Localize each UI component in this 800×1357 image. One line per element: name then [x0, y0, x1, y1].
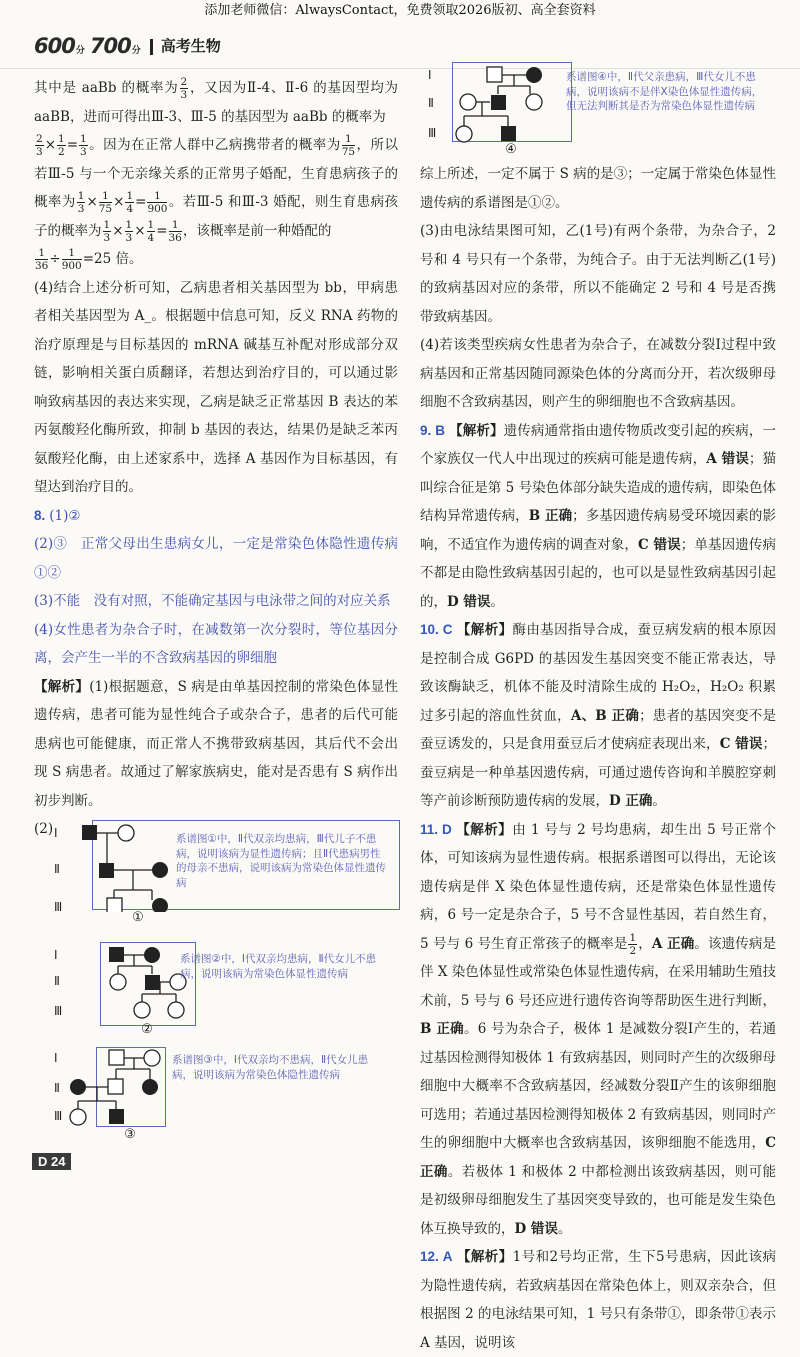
brand-logo: 600分 700分 — [34, 34, 140, 58]
promo-banner: 添加老师微信：AlwaysContact，免费领取2026版初、高全套资料 — [204, 3, 596, 18]
paragraph: 其中是 aaBb 的概率为 $\frac{2}{3}$ ，又因为Ⅱ-4、Ⅱ-6 的基因型均为 aaBB，进而可得出Ⅲ-3、Ⅲ-5 的基因型为 aaBb 的概率为 $\frac{2}{3}$ × $\frac{1}{2}$ = $\frac{1}{3}$ 。因为在正常人群中乙病携带者的概率为 $\frac{1}{75}$ ，所以若Ⅲ-5 与一个无亲缘关系的正常男子婚配，生育患病孩子的概率为 $\frac{1}{3}$ × $\frac{1}{75}$ × $\frac{1}{4}$ = $\frac{1}{900}$ 。若Ⅲ-5 和Ⅲ-3 婚配，则生育患病孩子的概率为 $\frac{1}{3}$ × $\frac{1}{3}$ × $\frac{1}{4}$ = $\frac{1}{36}$ ，该概率是前一种婚配的 $\frac{1}{36}$ ÷ $\frac{1}{900}$ =25 倍。 — [34, 76, 399, 272]
affected-male — [82, 825, 97, 840]
pedigree-note-3: 系谱图③中，Ⅰ代双亲均不患病，Ⅱ代女儿患病，说明该病为常染色体隐性遗传病 — [172, 1054, 369, 1081]
paragraph: 综上所述，一定不属于 S 病的是③；一定属于常染色体显性遗传病的系谱图是①②。 — [420, 166, 776, 211]
page-number: D 24 — [32, 1153, 71, 1170]
pedigree-label-3: ③ — [124, 1127, 136, 1142]
right-column — [420, 160, 776, 1357]
pedigree-note-4: 系谱图④中，Ⅱ代父亲患病，Ⅲ代女儿不患病，说明该病不是伴X染色体显性遗传病，但无法判断其是否为常染色体显性遗传病 — [566, 71, 763, 112]
pedigree-chart-3 — [64, 1047, 174, 1137]
pedigree-chart-4 — [454, 64, 569, 144]
pedigree-1: Ⅰ Ⅱ Ⅲ 系谱图①中，Ⅱ代双亲均患病，Ⅲ代儿子不患病，说明该病为显性遗传病；且Ⅱ代患病男性的母亲不患病，说明该病为常染色体显性遗传病 ① — [54, 822, 414, 942]
paragraph: (3)由电泳结果图可知，乙(1号)有两个条带，为杂合子，2号和 4 号只有一个条带，为纯合子。由于无法判断乙(1号)的致病基因对应的条带，所以不能确定 2 号和 4 号是否携带致病基因。 — [420, 223, 776, 325]
affected-male — [99, 863, 114, 878]
answer-8-part3: (3)不能 没有对照，不能确定基因与电泳带之间的对应关系 — [34, 593, 391, 609]
affected-female — [152, 862, 168, 878]
answer-8-part1: 8. (1)② — [34, 507, 81, 524]
paragraph: (4)若该类型疾病女性患者为杂合子，在减数分裂Ⅰ过程中致病基因和正常基因随同源染色体的分离而分开，若次级卵母细胞不含致病基因，则产生的卵细胞也不含致病基因。 — [420, 337, 776, 410]
pedigree-label-4: ④ — [505, 142, 517, 157]
part-label: (2) — [34, 821, 54, 837]
explanation-12: 12. A 【解析】1号和2号均正常，生下5号患病，因此该病为隐性遗传病，若致病基因在常染色体上，则双亲杂合，但根据图 2 的电泳结果可知，1 号只有条带①，即条带①表示 A 基因，说明该 — [420, 1249, 776, 1351]
paragraph: (4)结合上述分析可知，乙病患者相关基因型为 bb，甲病患者相关基因型为 A_。根据题中信息可知，反义 RNA 药物的治疗原理是与目标基因的 mRNA 碱基互补配对形成部分双链，影响相关蛋白质翻译，若想达到治疗目的，可以通过影响致病基因的表达来实现，乙病是缺乏正常基因 B 表达的苯丙氨酸羟化酶所致，抑制 b 基因的表达，结果仍是缺乏苯丙氨酸羟化酶，由上述家系中，选择 A 基因作为目标基因，有望达到治疗目的。 — [34, 279, 398, 495]
pedigree-4: Ⅰ Ⅱ Ⅲ 系谱图④中，Ⅱ代父亲患病，Ⅲ代女儿不患病，说明该病不是伴X染色体显性遗传病，但无法判断其是否为常染色体显性遗传病 ④ — [424, 64, 784, 164]
explanation-11: 11. D 【解析】由 1 号与 2 号均患病，却生出 5 号正常个体，可知该病为显性遗传病。根据系谱图可以得出，无论该遗传病是伴 X 染色体显性遗传病，还是常染色体显性遗传病，6 号一定是杂合子，5 号不含显性基因，若自然生育，5 号与 6 号生育正常孩子的概率是 $\frac{1}{2}$ ，A 正确。该遗传病是伴 X 染色体显性或常染色体显性遗传病，在采用辅助生殖技术前，5 号与 6 号还应进行遗传咨询等帮助医生进行判断，B 正确。6 号为杂合子，极体 1 是减数分裂Ⅰ产生的，若通过基因检测得知极体 1 有致病基因，则同时产生的次级卵母细胞中大概率不含致病基因，经减数分裂Ⅱ产生的该卵细胞可选用；若通过基因检测得知极体 2 有致病基因，则同时产生的卵细胞中大概率也含致病基因，该卵细胞不能选用，C 正确。若极体 1 和极体 2 中都检测出该致病基因，则可能是初级卵母细胞发生了基因突变导致的，也可能是发生染色体互换导致的，D 错误。 — [420, 821, 777, 1237]
pedigree-label-1: ① — [132, 910, 144, 925]
pedigree-note-1: 系谱图①中，Ⅱ代双亲均患病，Ⅲ代儿子不患病，说明该病为显性遗传病；且Ⅱ代患病男性的母亲不患病，说明该病为常染色体显性遗传病 — [176, 833, 386, 889]
pedigree-note-2: 系谱图②中，Ⅰ代双亲均患病，Ⅱ代女儿不患病，说明该病为常染色体显性遗传病 — [180, 953, 377, 980]
pedigree-chart-1 — [74, 822, 184, 912]
answer-8-part4: (4)女性患者为杂合子时，在减数第一次分裂时，等位基因分离，会产生一半的不含致病基因的卵细胞 — [34, 621, 398, 666]
pedigree-2: Ⅰ Ⅱ Ⅲ 系谱图②中，Ⅰ代双亲均患病，Ⅱ代女儿不患病，说明该病为常染色体显性遗传病 ② — [54, 944, 414, 1044]
pedigree-label-2: ② — [141, 1022, 153, 1037]
explanation-10: 10. C 【解析】酶由基因指导合成，蚕豆病发病的根本原因是控制合成 G6PD 的基因发生基因突变不能正常表达，导致该酶缺乏，机体不能及时清除生成的 H₂O₂，H₂O₂ 积累过多引起的溶血性贫血，A、B 正确；患者的基因突变不是蚕豆诱发的，只是食用蚕豆后才使病症表现出来，C 错误；蚕豆病是一种单基因遗传病，可通过遗传咨询和羊膜腔穿刺等产前诊断预防遗传病的发展，D 正确。 — [420, 622, 777, 809]
pedigree-3: Ⅰ Ⅱ Ⅲ 系谱图③中，Ⅰ代双亲均不患病，Ⅱ代女儿患病，说明该病为常染色体隐性遗传病 ③ — [54, 1047, 414, 1147]
unaffected-female — [118, 825, 134, 841]
answer-8-part2: (2)③ 正常父母出生患病女儿，一定是常染色体隐性遗传病 ①② — [34, 536, 412, 581]
subject-title: 高考生物 — [160, 37, 221, 55]
explanation-8: 【解析】(1)根据题意，S 病是由单基因控制的常染色体显性遗传病，患者可能为显性纯合子或杂合子，患者的后代可能患病也可能健康，而正常人不携带致病基因，其后代不会出现 S 病患者。故通过了解家族病史，能对是否患有 S 病作出初步判断。 — [34, 678, 399, 809]
left-column — [34, 74, 412, 844]
page-header — [34, 34, 221, 64]
header-separator — [150, 39, 153, 55]
explanation-9: 9. B 【解析】遗传病通常指由遗传物质改变引起的疾病，一个家族仅一代人中出现过的疾病可能是遗传病，A 错误；猫叫综合征是第 5 号染色体部分缺失造成的遗传病，即染色体结构异常遗传病，B 正确；多基因遗传病易受环境因素的影响，不适宜作为遗传病的调查对象，C 错误；单基因遗传病不都是由隐性致病基因引起的，也可以是显性致病基因引起的，D 错误。 — [420, 422, 777, 610]
